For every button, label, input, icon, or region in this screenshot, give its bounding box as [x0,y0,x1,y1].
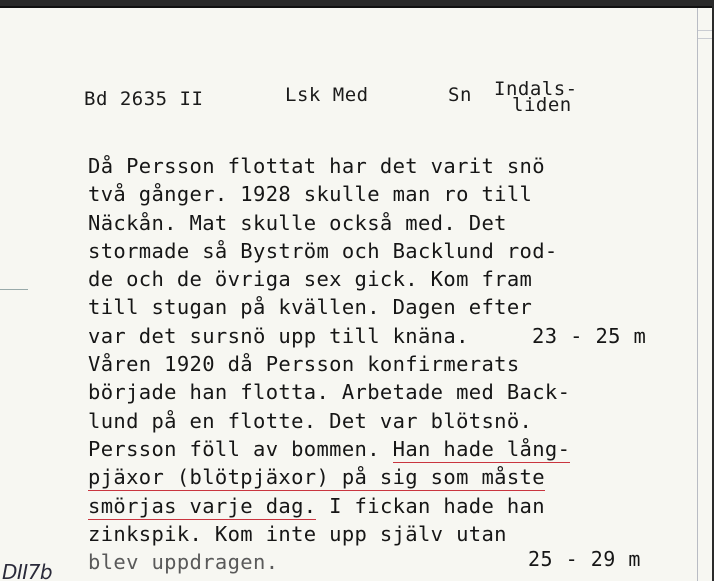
text-segment: var det sursnö upp till knäna. [88,323,469,348]
text-segment: Persson föll av bommen. [88,436,380,461]
text-line: stormade så Byström och Backlund rod- [88,238,558,263]
district-label: Lsk Med [285,84,369,106]
text-line [88,463,688,491]
archive-card [0,6,712,581]
place-name-line1: Indals- [494,78,578,100]
text-line: började han flotta. Arbetade med Back- [88,380,571,405]
text-line: lund på en flotte. Det var blötsnö. [88,408,533,433]
text-line: zinkspik. Kom inte upp själv utan [88,521,507,546]
text-line: blev uppdragen. [88,550,279,575]
margin-mark [0,289,28,290]
text-line: till stugan på kvällen. Dagen efter [88,295,533,320]
text-line: Då Persson flottat har det varit snö [88,154,545,178]
underlined-text: pjäxor (blötpjäxor) på sig som måste [88,465,545,490]
text-line [88,435,688,463]
card-edge-line [697,8,698,581]
edge-tick [698,30,712,31]
card-body-text [88,152,688,576]
text-line: Våren 1920 då Persson konfirmerats [88,352,520,377]
text-line [88,322,688,350]
record-code: Bd 2635 II [84,88,204,110]
text-line: de och de övriga sex gick. Kom fram [88,267,533,292]
measurement-note: 23 - 25 m [532,323,647,348]
edge-tick [698,38,712,39]
parish-label: Sn [448,84,472,106]
place-name-line2: liden [512,94,572,116]
text-line: Näckån. Mat skulle också med. Det [88,210,507,235]
archive-stamp: DII7b [2,560,53,581]
text-segment: I fickan hade han [329,493,545,518]
text-line: två gånger. 1928 skulle man ro till [88,182,533,207]
text-line [88,492,688,520]
underlined-text: smörjas varje dag. [88,493,317,518]
measurement-note: 25 - 29 m [528,547,641,571]
underlined-text: Han hade lång- [392,436,571,461]
